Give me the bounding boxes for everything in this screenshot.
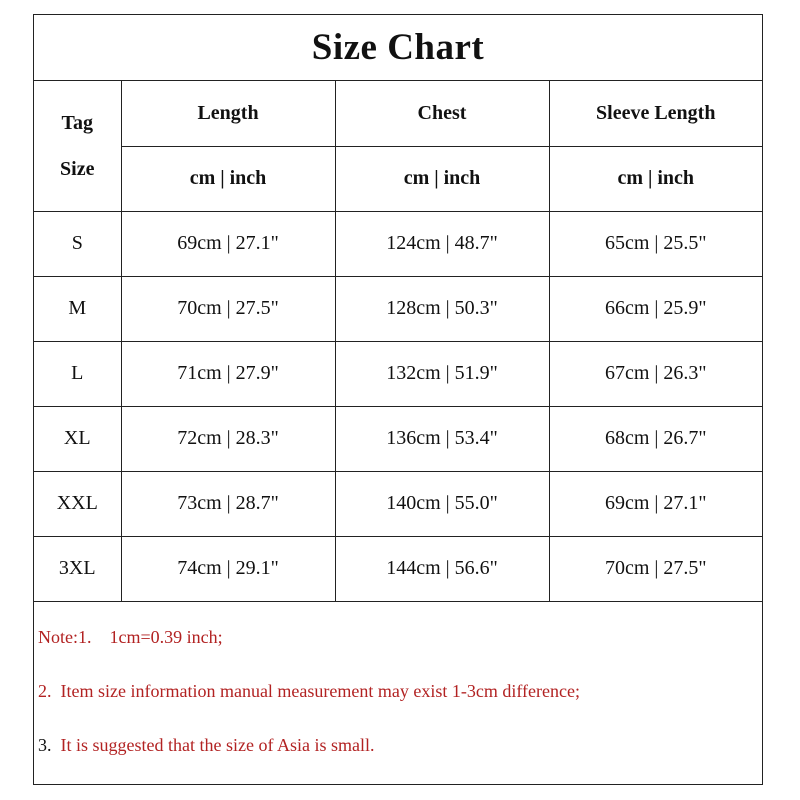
length-cell: 73cm | 28.7" <box>121 471 335 536</box>
table-row <box>34 471 762 536</box>
note-3-text: It is suggested that the size of Asia is small. <box>51 735 375 755</box>
header-row <box>34 81 762 146</box>
chest-cell: 136cm | 53.4" <box>335 406 549 471</box>
size-cell: 3XL <box>34 536 121 601</box>
size-table <box>34 81 762 602</box>
sleeve-unit: cm | inch <box>549 146 762 211</box>
chest-cell: 132cm | 51.9" <box>335 341 549 406</box>
length-cell: 71cm | 27.9" <box>121 341 335 406</box>
size-chart-frame <box>33 14 763 785</box>
length-cell: 69cm | 27.1" <box>121 211 335 276</box>
chest-cell: 144cm | 56.6" <box>335 536 549 601</box>
size-cell: S <box>34 211 121 276</box>
sleeve-cell: 70cm | 27.5" <box>549 536 762 601</box>
length-unit: cm | inch <box>121 146 335 211</box>
chest-unit: cm | inch <box>335 146 549 211</box>
tag-size-line2: Size <box>60 157 95 180</box>
table-row <box>34 211 762 276</box>
sleeve-cell: 67cm | 26.3" <box>549 341 762 406</box>
table-row <box>34 406 762 471</box>
unit-row <box>34 146 762 211</box>
chest-cell: 128cm | 50.3" <box>335 276 549 341</box>
chest-cell: 140cm | 55.0" <box>335 471 549 536</box>
table-row <box>34 276 762 341</box>
length-header: Length <box>121 81 335 146</box>
size-cell: M <box>34 276 121 341</box>
table-row <box>34 536 762 601</box>
note-2 <box>38 681 580 702</box>
length-cell: 70cm | 27.5" <box>121 276 335 341</box>
sleeve-cell: 65cm | 25.5" <box>549 211 762 276</box>
sleeve-cell: 69cm | 27.1" <box>549 471 762 536</box>
size-cell: L <box>34 341 121 406</box>
tag-size-line1: Tag <box>61 111 93 134</box>
note-2-number: 2. <box>38 681 52 701</box>
note-2-text: Item size information manual measurement may exist 1-3cm difference; <box>51 681 580 701</box>
chest-cell: 124cm | 48.7" <box>335 211 549 276</box>
tag-size-header <box>34 81 121 211</box>
sleeve-cell: 68cm | 26.7" <box>549 406 762 471</box>
chart-title: Size Chart <box>34 15 762 81</box>
note-1: Note:1. 1cm=0.39 inch; <box>38 627 223 647</box>
table-row <box>34 341 762 406</box>
sleeve-cell: 66cm | 25.9" <box>549 276 762 341</box>
length-cell: 72cm | 28.3" <box>121 406 335 471</box>
length-cell: 74cm | 29.1" <box>121 536 335 601</box>
note-3 <box>38 735 374 756</box>
size-cell: XXL <box>34 471 121 536</box>
chest-header: Chest <box>335 81 549 146</box>
note-3-number: 3. <box>38 735 52 755</box>
size-cell: XL <box>34 406 121 471</box>
sleeve-length-header: Sleeve Length <box>549 81 762 146</box>
